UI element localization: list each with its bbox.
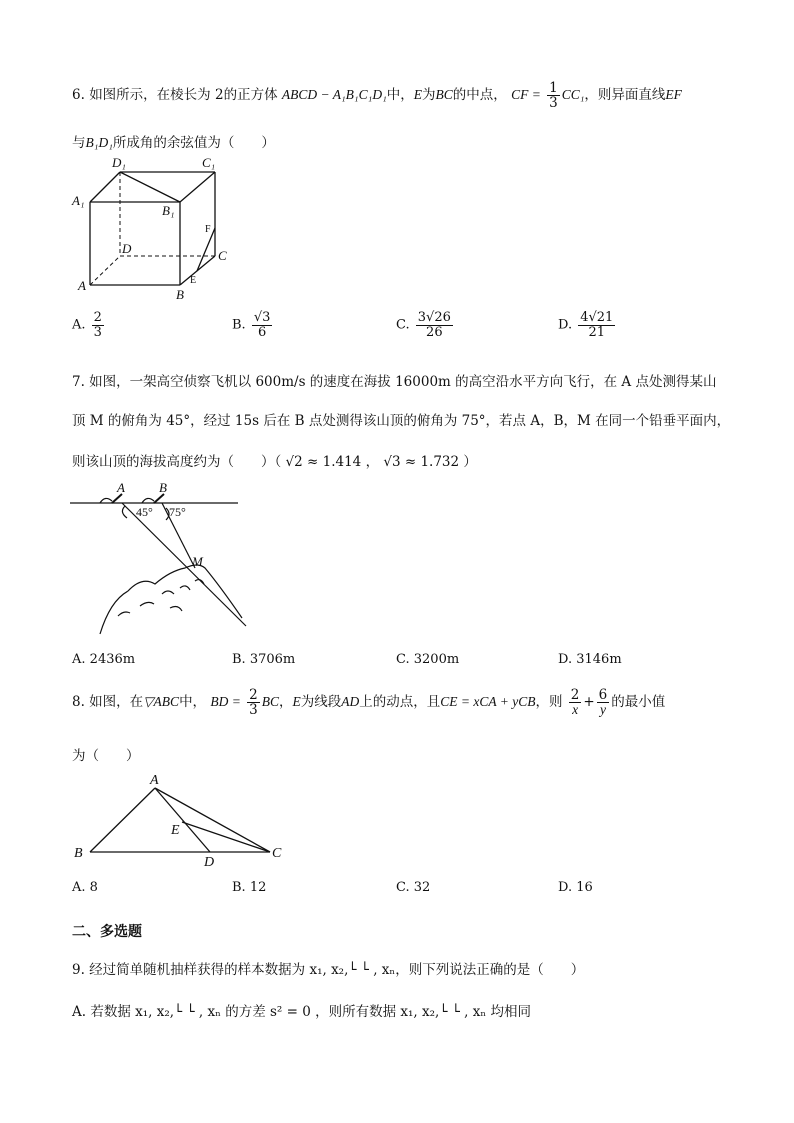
label-45: 45° — [136, 505, 153, 519]
q6-text-3: 为 — [422, 87, 436, 104]
q8-frac-6y: $\frac{6}{y}$ — [598, 687, 608, 718]
q6-b1d1: B₁D₁ — [85, 135, 113, 150]
q6-cube-name: ABCD − A₁B₁C₁D₁ — [281, 87, 387, 103]
q7-option-b[interactable]: B. 3706m — [232, 652, 296, 667]
q8-ce-eq: CE = xCA + yCB — [440, 694, 536, 710]
label-a: A — [78, 278, 86, 293]
q6-segment-bc: BC — [435, 87, 453, 103]
side-ac — [155, 788, 270, 852]
segment-ad — [155, 788, 210, 852]
label-a1: A₁ — [72, 193, 85, 208]
mountain-outline — [100, 565, 242, 634]
q6-line1 — [72, 81, 682, 110]
label-e: E — [171, 823, 180, 838]
label-f: F — [205, 224, 211, 235]
q8-line2: 为（ ） — [72, 748, 140, 764]
q6-line2-b: 所成角的余弦值为（ ） — [112, 135, 275, 151]
q6-text-5: ，则异面直线 — [584, 87, 666, 104]
label-b: B — [176, 287, 184, 302]
plane-b-icon — [142, 498, 154, 503]
q8-frac-2x: $\frac{2}{x}$ — [570, 687, 580, 718]
label-c1: C₁ — [202, 155, 216, 170]
q7-option-a[interactable]: A. 2436m — [72, 652, 136, 667]
q6-ef: EF — [665, 87, 682, 103]
q8-option-b[interactable]: B. 12 — [232, 880, 267, 895]
q8-bd-fraction: $\frac{2}{3}$ — [249, 687, 258, 719]
q7-line2: 顶 M 的俯角为 45°，经过 15s 后在 B 点处测得该山顶的俯角为 75°，若点 A，B，M 在同一个铅垂平面内， — [72, 413, 731, 429]
q6-fraction: $\frac{1}{3}$ — [549, 80, 558, 112]
q7-option-c[interactable]: C. 3200m — [396, 652, 460, 667]
hidden-edge-ad — [90, 256, 120, 285]
q7-line1: 7. 如图，一架高空侦察飞机以 600m/s 的速度在海拔 16000m 的高空沿水平方向飞行，在 A 点处测得某山 — [72, 374, 717, 390]
q8-bd-eq: BD = — [210, 694, 241, 710]
label-c: C — [272, 846, 282, 861]
q6-option-d[interactable]: D. $\frac{4√21}{21}$ — [558, 310, 614, 340]
label-e: E — [190, 275, 197, 286]
q6-line2 — [72, 131, 275, 151]
label-b: B — [74, 846, 83, 861]
label-75: 75° — [169, 505, 186, 519]
sight-line-am — [122, 503, 246, 626]
q8-option-c[interactable]: C. 32 — [396, 880, 431, 895]
label-d: D — [204, 855, 215, 870]
q6-option-b[interactable]: B. $\frac{√3}{6}$ — [232, 310, 271, 340]
q8-option-a[interactable]: A. 8 — [72, 880, 98, 895]
q7-option-d[interactable]: D. 3146m — [558, 652, 622, 667]
q8-bc: BC — [261, 694, 279, 710]
q7-line3: 则该山顶的海拔高度约为（ ）（ √2 ≈ 1.414 ， √3 ≈ 1.732 ） — [72, 454, 477, 470]
label-c: C — [218, 248, 227, 263]
q7-mountain-figure — [70, 476, 250, 642]
q6-cc1: CC₁ — [561, 87, 585, 103]
q6-number: 6. — [72, 87, 85, 104]
q6-cf-eq: CF = — [511, 87, 541, 103]
side-ab — [90, 788, 155, 852]
segment-ec — [182, 822, 270, 852]
q9-stem: 9. 经过简单随机抽样获得的样本数据为 x₁, x₂,└ └ , xₙ，则下列说法正确的是（ ） — [72, 962, 585, 978]
q6-line2-a: 与 — [72, 135, 86, 151]
q6-text-4: 的中点， — [452, 87, 507, 104]
edge-a1d1 — [90, 172, 120, 202]
segment-d1b1 — [120, 172, 180, 202]
q6-text-1: 如图所示，在棱长为 2的正方体 — [89, 87, 278, 104]
label-a: A — [117, 480, 125, 495]
label-d: D — [122, 241, 132, 256]
edge-b1c1 — [180, 172, 215, 202]
q6-cube-figure — [70, 152, 230, 302]
label-b: B — [159, 480, 167, 495]
label-m: M — [192, 554, 203, 569]
q6-option-a[interactable]: A. $\frac{2}{3}$ — [72, 310, 102, 340]
label-a: A — [150, 773, 159, 788]
label-b1: B₁ — [162, 203, 175, 218]
q8-line1: 8. 如图，在▽ABC中， BD = $\frac{2}{3}$ BC，E为线段AD上的动点，且CE = xCA + yCB，则 $\frac{2}{x}$ + $\frac{6}{y}$ 的最小值 — [72, 687, 666, 719]
q6-option-c[interactable]: C. $\frac{3√26}{26}$ — [396, 310, 451, 340]
label-d1: D₁ — [112, 155, 126, 170]
plane-a-icon — [100, 498, 112, 503]
q6-text-2: 中， — [386, 87, 414, 104]
q8-triangle: ▽ABC — [143, 694, 180, 710]
q8-triangle-figure — [70, 770, 290, 870]
q8-option-d[interactable]: D. 16 — [558, 880, 593, 895]
q9-option-a[interactable]: A. 若数据 x₁, x₂,└ └ , xₙ 的方差 s² = 0 ，则所有数据 x₁, x₂,└ └ , xₙ 均相同 — [72, 1004, 531, 1020]
q6-point-e: E — [413, 87, 423, 103]
section-title: 二、多选题 — [72, 924, 142, 940]
